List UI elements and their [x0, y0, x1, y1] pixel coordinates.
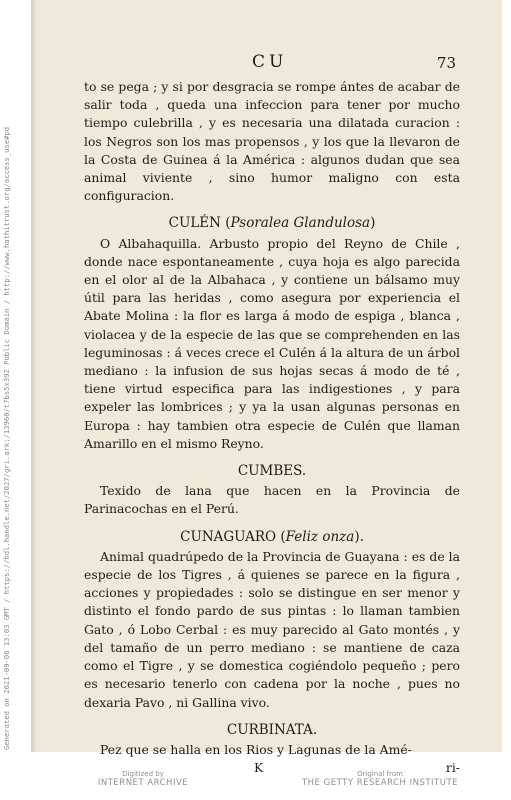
entry-heading-culen: CULÉN (Psoralea Glandulosa)	[168, 215, 376, 232]
page-body	[84, 78, 460, 777]
scientific-name: Feliz onza	[285, 528, 355, 545]
running-head: CU	[252, 52, 288, 72]
paragraph-continuation: to se pega ; y si por desgracia se rompe ántes de acabar de salir toda , queda una infeccion para tener por mucho tiempo culebrilla , y es necesaria una dilatada curacion : los Negros son los mas propensos , y los que la llevaron de la Costa de Guinea á la América : algunos dudan que sea animal viviente , sino humor maligno con esta configuracion.	[84, 79, 460, 204]
catchword: ri-	[445, 760, 460, 776]
entry-title: CULÉN	[168, 215, 221, 232]
page-header	[86, 52, 456, 76]
entry-title: CURBINATA.	[226, 721, 318, 738]
entry-heading-cunaguaro: CUNAGUARO (Feliz onza).	[180, 528, 364, 545]
entry-heading-cumbes	[84, 462, 460, 480]
signature-mark: K	[254, 760, 264, 776]
entry-text-curbinata: Pez que se halla en los Rios y Lagunas de la Amé-	[100, 741, 412, 757]
entry-heading-curbinata	[84, 721, 460, 739]
entry-text-culen: O Albahaquilla. Arbusto propio del Reyno de Chile , donde nace espontaneamente , cuya hoja es algo parecida en el olor al de la Albahaca , y contiene un bálsamo muy útil para las heridas , como asegura por experiencia el Abate Molina : la flor es larga á modo de espiga , blanca , violacea y de la especie de las que se comprehenden en las leguminosas : á veces crece el Culén á la altura de un árbol mediano : la infusion de sus hojas secas á modo de té , tiene virtud especifica para las indigestiones , y para expeler las lombrices ; y ya la usan algunas personas en Europa : hay tambien otra especie de Culén que llaman Amarillo en el mismo Reyno.	[84, 235, 460, 451]
entry-title: CUMBES.	[237, 463, 307, 480]
entry-text-cunaguaro: Animal quadrúpedo de la Provincia de Guayana : es de la especie de los Tigres , á quienes se parece en la figura , acciones y propiedades : solo se distingue en ser menor y distinto el fondo pardo de sus pintas : lo llaman tambien Gato , ó Lobo Cerbal : es muy parecido al Gato montés , y del tamaño de un perro mediano : se mantiene de caza como el Tigre , y se domestica cogiéndolo pequeño ; pero es necesario tenerlo con cadena por la noche , pues no dexaria Pavo , ni Gallina vivo.	[84, 548, 460, 710]
internet-archive-label: INTERNET ARCHIVE	[97, 778, 189, 788]
original-from-block	[300, 770, 460, 788]
page-gutter-shadow	[31, 0, 37, 752]
entry-title: CUNAGUARO	[180, 528, 277, 545]
sidebar-text: Generated on 2021-09-06 13:03 GMT / https://hdl.handle.net/2027/gri.ark:/13960/t7bs5x392 Public Domain / http://www.hathitrust.org/access_use#pd	[2, 126, 11, 750]
digitized-by-block	[78, 770, 208, 788]
page-number: 73	[436, 54, 456, 72]
entry-text-cumbes: Texido de lana que hacen en la Provincia de Parinacochas en el Perú.	[84, 483, 460, 517]
scientific-name: Psoralea Glandulosa	[230, 215, 371, 232]
digitized-by-label: Digitized by	[122, 770, 164, 778]
getty-label: THE GETTY RESEARCH INSTITUTE	[301, 778, 459, 788]
original-from-label: Original from	[357, 770, 403, 778]
hathitrust-sidebar	[2, 126, 26, 760]
